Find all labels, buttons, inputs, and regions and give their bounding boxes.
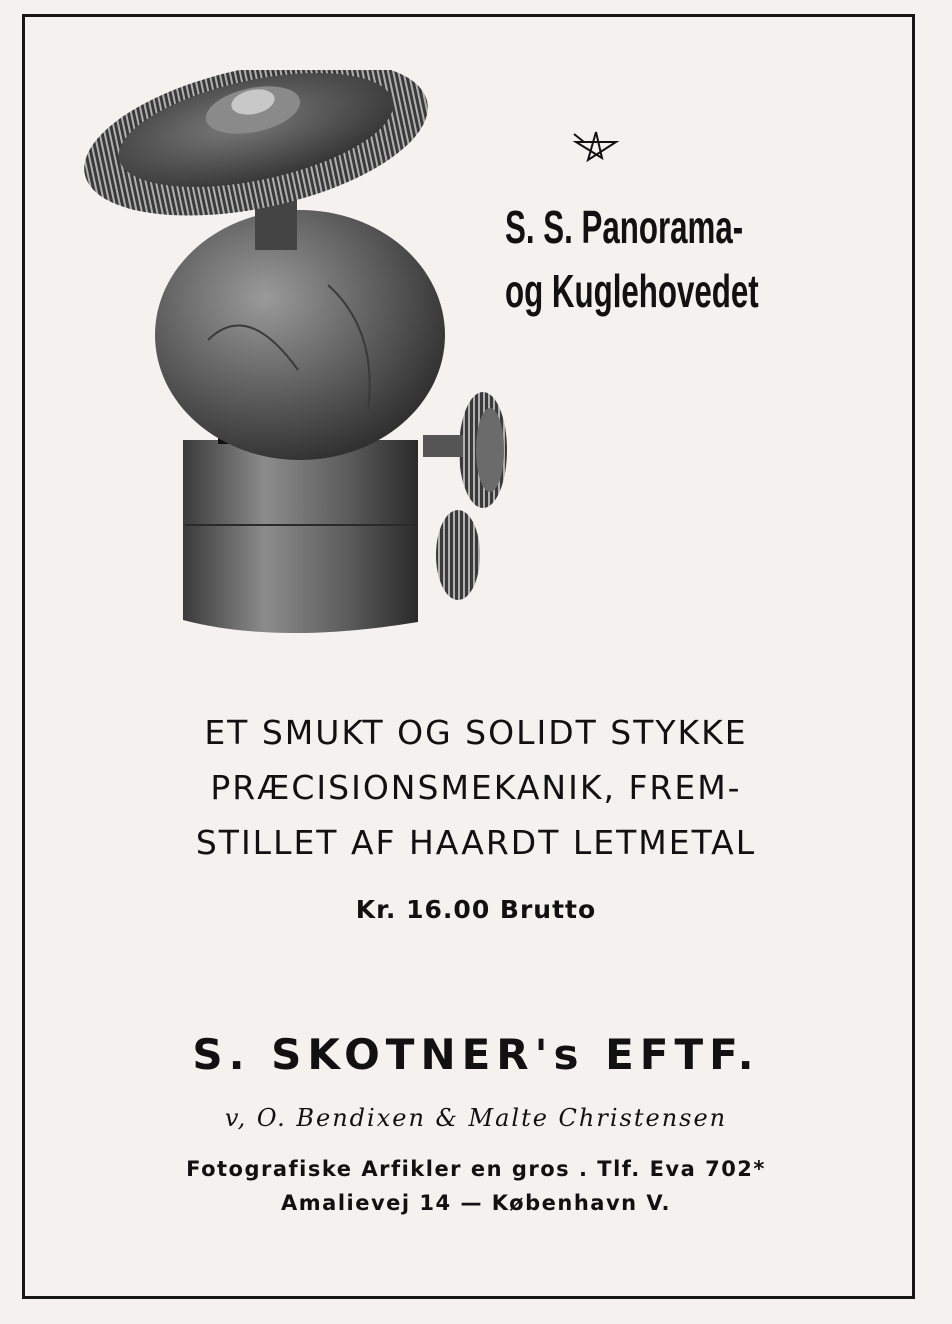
tagline-line: ET SMUKT OG SOLIDT STYKKE	[204, 713, 748, 752]
tagline-line: PRÆCISIONSMEKANIK, FREM-	[210, 768, 742, 807]
address-line: Amalievej 14 — København V.	[281, 1191, 671, 1215]
headline	[505, 195, 759, 323]
owners: v, O. Bendixen & Malte Christensen	[224, 1104, 728, 1132]
tagline	[0, 705, 952, 870]
star-icon	[570, 128, 622, 172]
headline-line: og Kuglehovedet	[505, 265, 759, 317]
contact-line: Fotografiske Arfikler en gros . Tlf. Eva 702*	[186, 1157, 766, 1181]
price: Kr. 16.00 Brutto	[355, 895, 597, 924]
headline-line: S. S. Panorama-	[505, 201, 744, 253]
contact-details	[0, 1152, 952, 1220]
tagline-line: STILLET AF HAARDT LETMETAL	[195, 823, 757, 862]
ball-head-illustration	[78, 70, 528, 650]
company-name: S. SKOTNER's EFTF.	[192, 1030, 760, 1079]
